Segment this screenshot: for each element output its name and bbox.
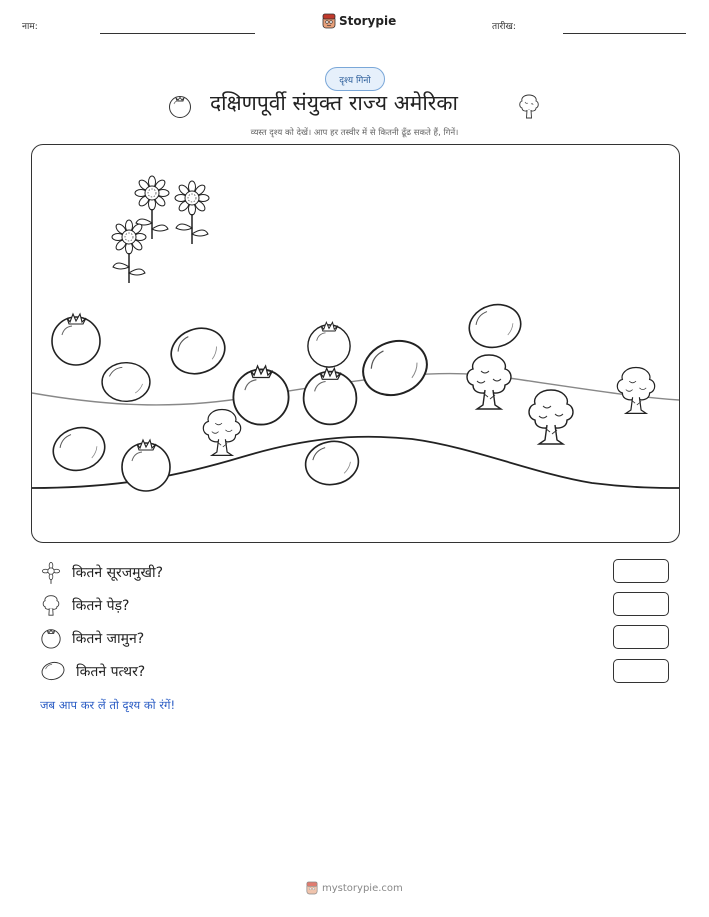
sunflower <box>175 181 209 244</box>
question-blueberries <box>40 626 144 650</box>
tree <box>203 410 240 456</box>
date-label: तारीख: <box>492 22 516 32</box>
page-title: दक्षिणपूर्वी संयुक्त राज्य अमेरिका <box>210 91 458 115</box>
question-stones <box>40 659 145 683</box>
stone <box>165 321 231 381</box>
date-line[interactable] <box>563 33 686 34</box>
tree-icon <box>40 593 62 617</box>
question-sunflowers <box>40 560 163 584</box>
tree <box>467 355 511 409</box>
answer-box-blueberries[interactable] <box>613 625 669 649</box>
stone-icon <box>40 659 66 683</box>
stone <box>48 422 109 476</box>
storypie-mascot-icon <box>322 13 336 29</box>
instructions: व्यस्त दृश्य को देखें। आप हर तस्वीर में से कितनी ढूँढ सकते हैं, गिनें। <box>250 128 459 138</box>
name-label: नाम: <box>22 22 38 32</box>
question-text: कितने पत्थर? <box>76 663 146 680</box>
question-text: कितने जामुन? <box>72 630 145 647</box>
blueberry <box>233 366 288 425</box>
name-line[interactable] <box>100 33 255 34</box>
question-text: कितने सूरजमुखी? <box>72 564 164 581</box>
blueberry <box>122 440 170 491</box>
site-url[interactable]: mystorypie.com <box>322 882 403 894</box>
answer-box-trees[interactable] <box>613 592 669 616</box>
category-badge: दृश्य गिनो <box>325 67 385 91</box>
answer-box-sunflowers[interactable] <box>613 559 669 583</box>
blueberry <box>304 368 357 424</box>
sunflower-icon <box>40 560 62 584</box>
blueberry <box>308 322 350 367</box>
stone <box>464 299 525 353</box>
stone <box>355 332 434 404</box>
coloring-note: जब आप कर लें तो दृश्य को रंगें! <box>40 698 176 712</box>
stone <box>302 437 362 488</box>
stone <box>102 363 150 402</box>
scene-panel <box>31 144 680 543</box>
site-footer <box>306 881 403 895</box>
answer-box-stones[interactable] <box>613 659 669 683</box>
blueberry-icon <box>168 93 192 119</box>
brand-logo <box>322 13 396 29</box>
brand-name: Storypie <box>339 14 397 28</box>
tree <box>617 368 654 414</box>
tree-icon <box>516 92 542 120</box>
tree <box>529 390 573 444</box>
scene-illustration <box>32 145 679 542</box>
question-trees <box>40 593 129 617</box>
storypie-mascot-icon <box>306 881 318 895</box>
blueberry <box>52 314 100 365</box>
blueberry-icon <box>40 626 62 650</box>
question-text: कितने पेड़? <box>72 597 130 614</box>
sunflower <box>112 220 146 283</box>
